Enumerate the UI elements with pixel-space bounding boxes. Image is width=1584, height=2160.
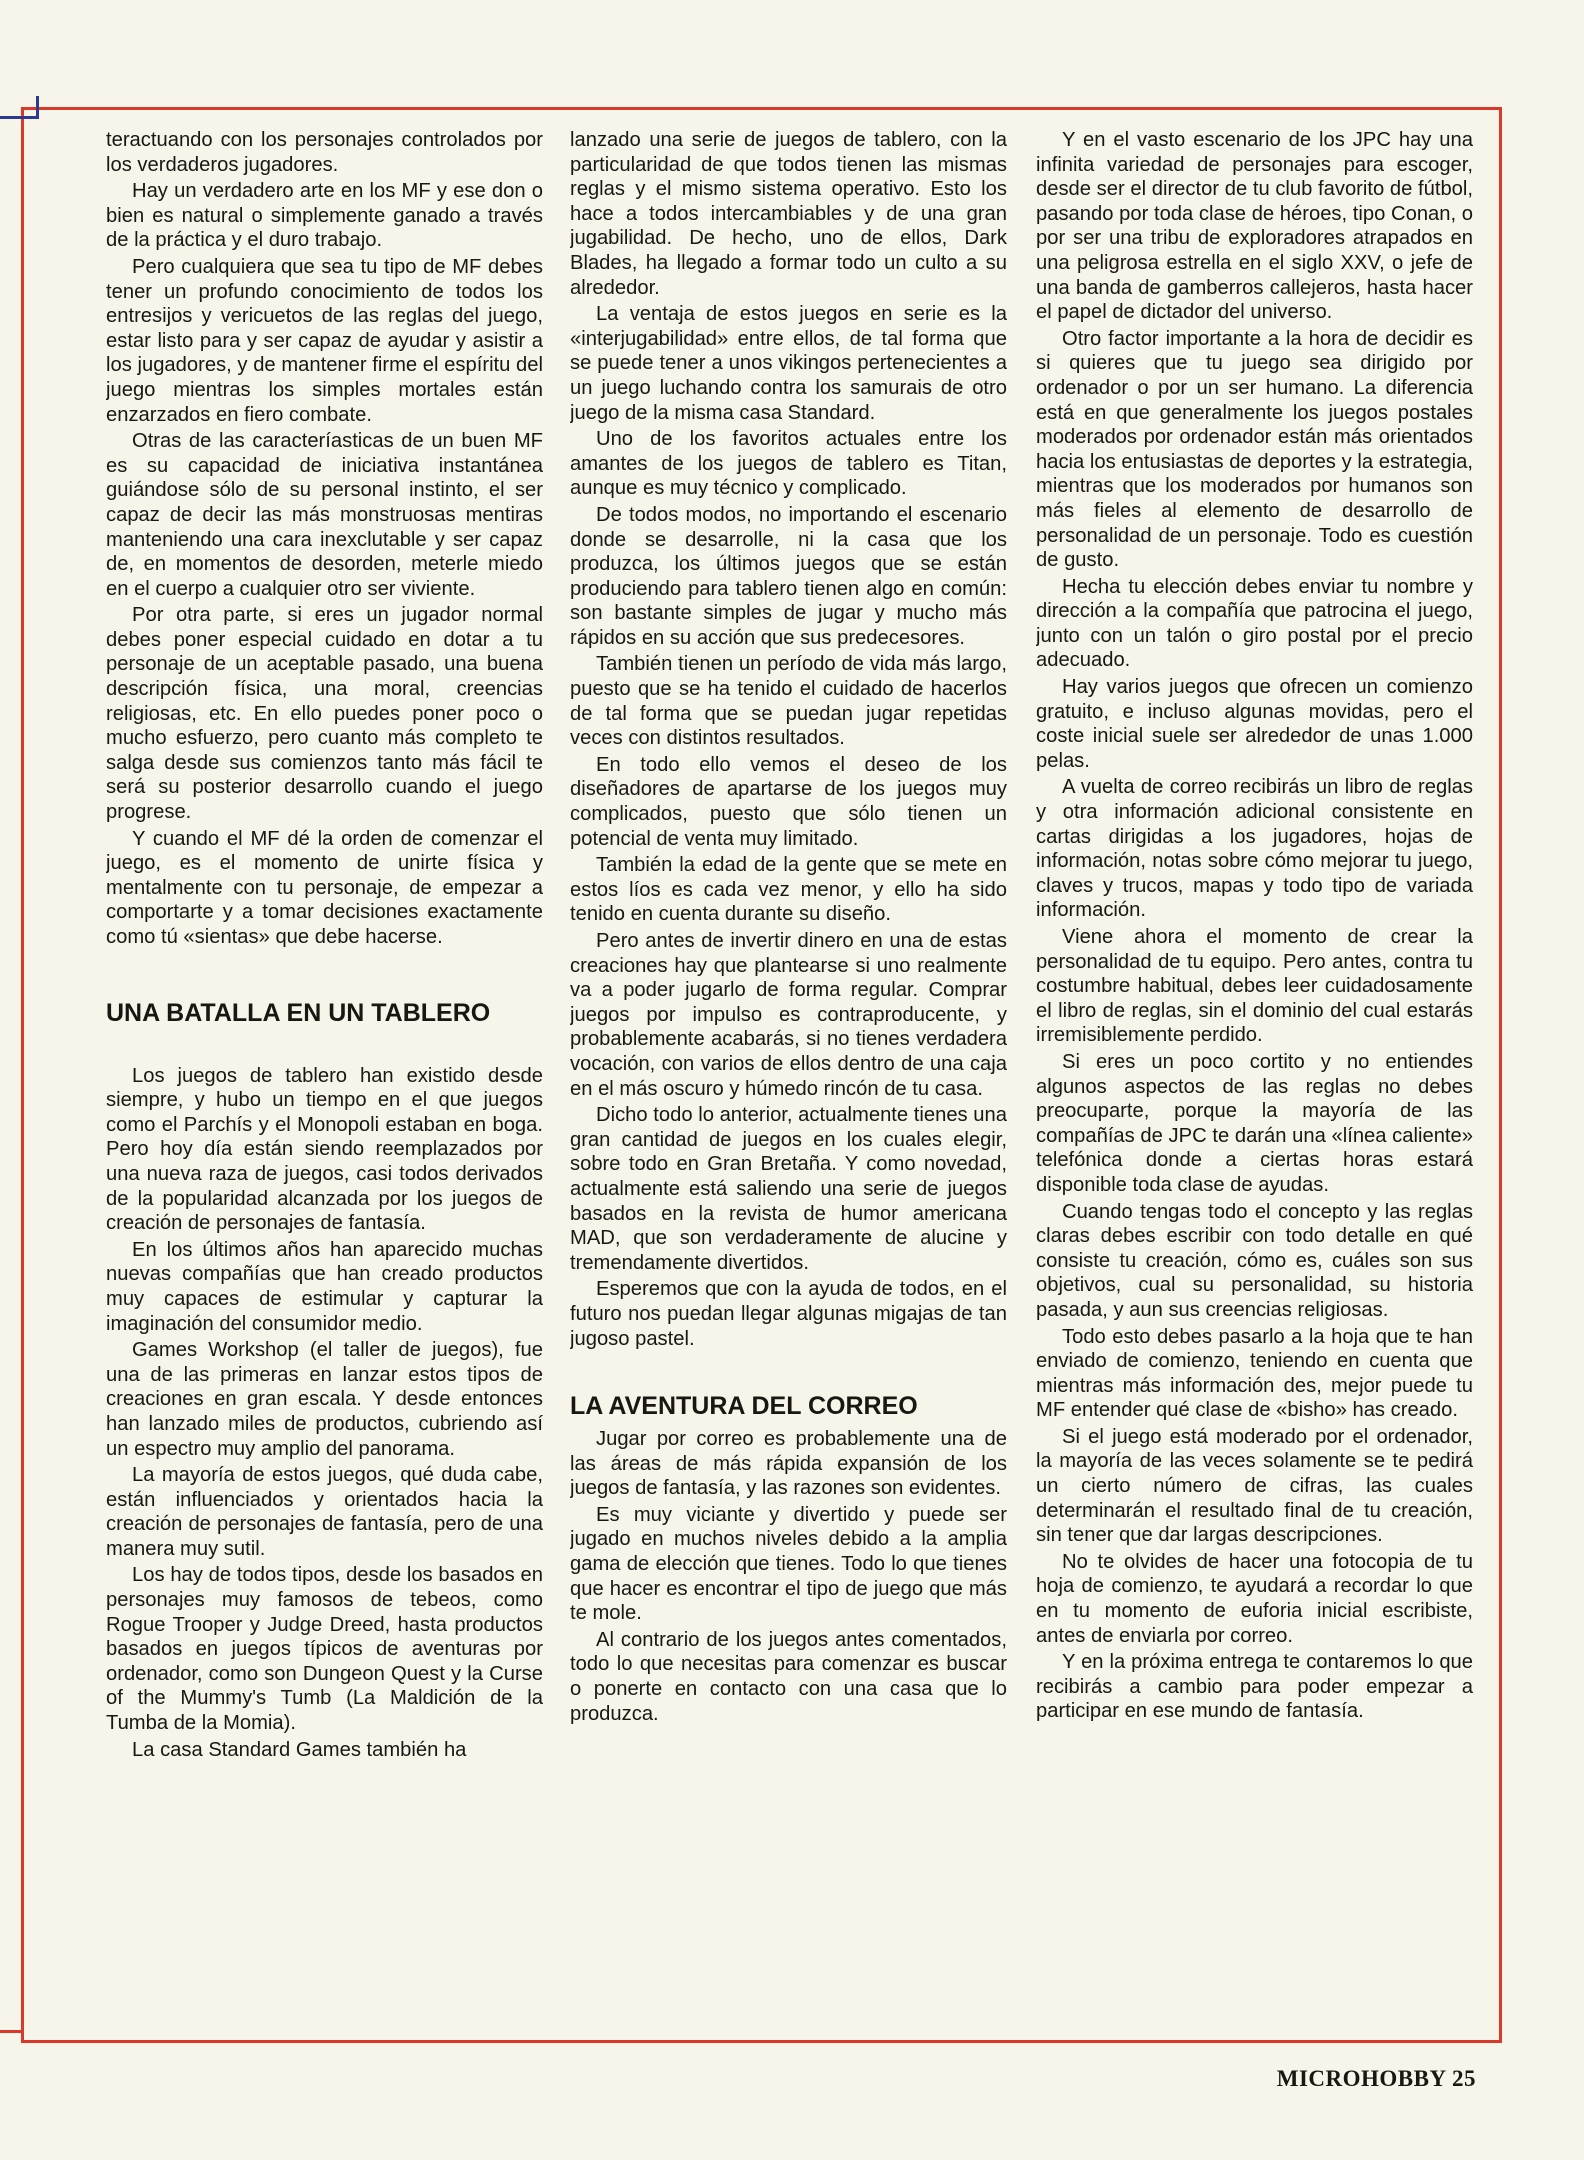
paragraph: Pero cualquiera que sea tu tipo de MF debes tener un profundo conocimiento de todos los entresijos y vericuetos de las reglas del juego, estar listo para y ser capaz de ayudar y asistir a los jugadores, y de mantener firme el espíritu del juego mientras los simples mortales están enzarzados en fiero combate. (106, 255, 543, 426)
paragraph: La mayoría de estos juegos, qué duda cabe, están influenciados y orientados hacia la creación de personajes de fantasía, pero de una manera muy sutil. (106, 1464, 543, 1560)
paragraph: En los últimos años han aparecido muchas nuevas compañías que han creado productos muy capaces de estimular y capturar la imaginación del consumidor medio. (106, 1238, 543, 1335)
paragraph: Es muy viciante y divertido y puede ser jugado en muchos niveles debido a la amplia gama de elección que tienes. Todo lo que tienes que hacer es encontrar el tipo de juego que más te mole. (570, 1503, 1007, 1625)
section-heading-correo: LA AVENTURA DEL CORREO (570, 1392, 918, 1421)
paragraph: Jugar por correo es probablemente una de las áreas de más rápida expansión de los juegos de fantasía, y las razones son evidentes. (570, 1428, 1007, 1500)
paragraph: No te olvides de hacer una fotocopia de tu hoja de comienzo, te ayudará a recordar lo que en tu momento de euforia inicial escribiste, antes de enviarla por correo. (1036, 1550, 1473, 1647)
paragraph: Cuando tengas todo el concepto y las reglas claras debes escribir con todo detalle en qué consiste tu creación, cómo es, cuáles son sus objetivos, cual su personalidad, su historia pasada, y aun sus creencias religiosas. (1036, 1200, 1473, 1321)
paragraph: Los juegos de tablero han existido desde siempre, y hubo un tiempo en el que juegos como el Parchís y el Monopoli estaban en boga. Pero hoy día están siendo reemplazados por una nueva raza de juegos, casi todos derivados de la popularidad alcanzada por los juegos de creación de personajes de fantasía. (106, 1064, 543, 1235)
page-footer: MICROHOBBY 25 (1276, 2066, 1476, 2091)
paragraph: En todo ello vemos el deseo de los diseñadores de apartarse de los juegos muy complicados, puesto que sólo tienen un potencial de venta muy limitado. (570, 753, 1007, 850)
paragraph: Y en el vasto escenario de los JPC hay una infinita variedad de personajes para escoger, desde ser el director de tu club favorito de fútbol, pasando por toda clase de héroes, tipo Conan, o por ser una tribu de exploradores atrapados en una peligrosa estrella en el siglo XXV, o jefe de una banda de gamberros callejeros, hasta hacer el papel de dictador del universo. (1036, 129, 1473, 324)
paragraph: Por otra parte, si eres un jugador normal debes poner especial cuidado en dotar a tu personaje de un aceptable pasado, una buena descripción física, una moral, creencias religiosas, etc. En ello puedes poner poco o mucho esfuerzo, pero cuanto más completo te salga desde sus comienzos tanto más fácil te será su posterior desarrollo cuando el juego progrese. (106, 604, 543, 824)
paragraph: Hecha tu elección debes enviar tu nombre y dirección a la compañía que patrocina el juego, junto con un talón o giro postal por el precio adecuado. (1036, 575, 1473, 672)
paragraph: Otras de las caracteríasticas de un buen MF es su capacidad de iniciativa instantánea guiándose sólo de su personal instinto, el ser capaz de decir las más monstruosas mentiras manteniendo una cara inexclutable y ser capaz de, en momentos de desorden, meterle miedo en el cuerpo a cualquier otro ser viviente. (106, 430, 543, 600)
paragraph: Al contrario de los juegos antes comentados, todo lo que necesitas para comenzar es buscar o ponerte en contacto con una casa que lo produzca. (570, 1628, 1007, 1725)
paragraph: También la edad de la gente que se mete en estos líos es cada vez menor, y ello ha sido tenido en cuenta durante su diseño. (570, 854, 1007, 926)
paragraph: Viene ahora el momento de crear la personalidad de tu equipo. Pero antes, contra tu costumbre habitual, debes leer cuidadosamente el libro de reglas, sin el dominio del cual estarás irremisiblemente perdido. (1036, 926, 1473, 1047)
paragraph: Dicho todo lo anterior, actualmente tienes una gran cantidad de juegos en los cuales elegir, sobre todo en Gran Bretaña. Y como novedad, actualmente está saliendo una serie de juegos basados en la revista de humor americana MAD, que son verdaderamente de alucine y tremendamente divertidos. (570, 1104, 1007, 1274)
paragraph: Pero antes de invertir dinero en una de estas creaciones hay que plantearse si uno realmente va a poder jugarlo de forma regular. Comprar juegos por impulso es contraproducente, y probablemente acabarás, si no tienes verdadera vocación, con varios de ellos dentro de una caja en el más oscuro y húmedo rincón de tu casa. (570, 930, 1007, 1100)
paragraph: La casa Standard Games también ha (132, 1738, 467, 1761)
column-1 (106, 128, 543, 2008)
paragraph: Los hay de todos tipos, desde los basados en personajes muy famosos de tebeos, como Rogue Trooper y Judge Dreed, hasta productos basados en juegos típicos de aventuras por ordenador, como son Dungeon Quest y la Curse of the Mummy's Tumb (La Maldición de la Tumba de la Momia). (106, 1564, 543, 1735)
paragraph: Y en la próxima entrega te contaremos lo que recibirás a cambio para poder empezar a participar en ese mundo de fantasía. (1036, 1651, 1473, 1723)
paragraph: Games Workshop (el taller de juegos), fue una de las primeras en lanzar estos tipos de creaciones en gran escala. Y desde entonces han lanzado miles de productos, cubriendo así un espectro muy amplio del panorama. (106, 1339, 543, 1460)
registration-mark (0, 96, 39, 119)
paragraph: También tienen un período de vida más largo, puesto que se ha tenido el cuidado de hacerlos de tal forma que se puedan jugar repetidas veces con distintos resultados. (570, 653, 1007, 750)
paragraph: Todo esto debes pasarlo a la hoja que te han enviado de comienzo, teniendo en cuenta que mientras más información des, mejor puede tu MF entender qué clase de «bisho» has creado. (1036, 1325, 1473, 1422)
paragraph: De todos modos, no importando el escenario donde se desarrolle, ni la casa que los produzca, los últimos juegos que se están produciendo para tablero tienen algo en común: son bastante simples de jugar y mucho más rápidos en su acción que sus predecesores. (570, 503, 1007, 649)
paragraph: Hay un verdadero arte en los MF y ese don o bien es natural o simplemente ganado a través de la práctica y el duro trabajo. (106, 180, 543, 252)
paragraph: Esperemos que con la ayuda de todos, en el futuro nos puedan llegar algunas migajas de tan jugoso pastel. (570, 1278, 1007, 1350)
section-heading-tablero: UNA BATALLA EN UN TABLERO (106, 998, 491, 1027)
paragraph: Otro factor importante a la hora de decidir es si quieres que tu juego sea dirigido por ordenador o por un ser humano. La diferencia está en que generalmente los juegos postales moderados por ordenador están más orientados hacia los entusiastas de deportes y la estrategia, mientras que los moderados por humanos son más fieles al elemento de desarrollo de personalidad de un personaje. Todo es cuestión de gusto. (1036, 327, 1473, 572)
column-2 (570, 128, 1007, 2008)
paragraph: La ventaja de estos juegos en serie es la «interjugabilidad» entre ellos, de tal forma que se puede tener a unos vikingos pertenecientes a un juego luchando contra los samurais de otro juego de la misma casa Standard. (570, 303, 1007, 424)
paragraph: Si el juego está moderado por el ordenador, la mayoría de las veces solamente se te pedirá un cierto número de cifras, las cuales determinarán el resultado final de tu creación, sin tener que dar largas descripciones. (1036, 1425, 1473, 1547)
paragraph: Si eres un poco cortito y no entiendes algunos aspectos de las reglas no debes preocuparte, porque la mayoría de las compañías de JPC te darán una «línea caliente» telefónica donde a ciertas horas estará disponible toda clase de ayudas. (1036, 1050, 1473, 1196)
paragraph: teractuando con los personajes controlados por los verdaderos jugadores. (106, 129, 543, 176)
paragraph: Uno de los favoritos actuales entre los amantes de los juegos de tablero es Titan, aunque es muy técnico y complicado. (570, 428, 1007, 500)
paragraph: Y cuando el MF dé la orden de comenzar el juego, es el momento de unirte física y mentalmente con tu personaje, de empezar a comportarte y a tomar decisiones exactamente como tú «sientas» que debe hacerse. (106, 827, 543, 948)
paragraph: lanzado una serie de juegos de tablero, con la particularidad de que todos tienen las mismas reglas y el mismo sistema operativo. Esto los hace a todos intercambiables y de una gran jugabilidad. De hecho, uno de ellos, Dark Blades, ha llegado a formar todo un culto a su alrededor. (570, 129, 1007, 299)
paragraph: A vuelta de correo recibirás un libro de reglas y otra información adicional consistente en cartas dirigidas a los jugadores, hojas de información, notas sobre cómo mejorar tu juego, claves y trucos, mapas y todo tipo de variada información. (1036, 776, 1473, 922)
column-3 (1036, 128, 1473, 2008)
paragraph: Hay varios juegos que ofrecen un comienzo gratuito, e incluso algunas movidas, pero el coste inicial suele ser alrededor de unas 1.000 pelas. (1036, 676, 1473, 772)
registration-mark-bottom (0, 2030, 22, 2033)
